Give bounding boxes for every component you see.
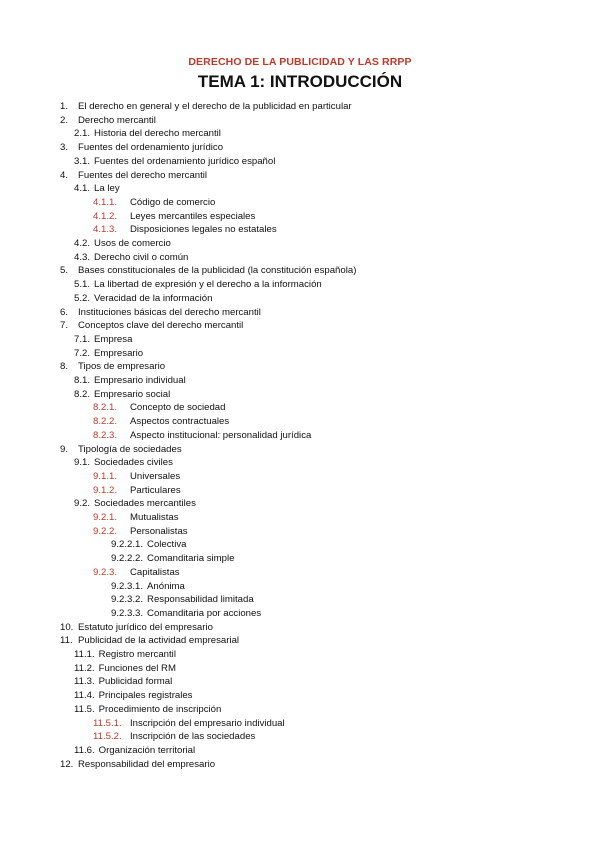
toc-label: Personalistas (130, 525, 188, 537)
toc-label: Principales registrales (98, 690, 193, 702)
toc-label: Colectiva (147, 539, 187, 551)
toc-label: Concepto de sociedad (130, 402, 226, 414)
toc-number: 9.2.3.2. (111, 594, 144, 606)
toc-label: Empresario individual (94, 375, 186, 386)
toc-label: Empresario (94, 347, 144, 359)
toc-number: 5. (60, 265, 69, 277)
toc-number: 2. (60, 114, 69, 126)
toc-line (60, 319, 243, 332)
toc-number: 7. (60, 320, 69, 332)
toc-line (60, 169, 207, 182)
toc-label: Sociedades mercantiles (94, 498, 196, 510)
toc-line (74, 703, 221, 716)
toc-number: 8.2.3. (93, 429, 118, 441)
toc-label: La libertad de expresión y el derecho a la información (94, 279, 322, 291)
toc-number: 11.3. (74, 676, 95, 688)
toc-number: 9.2.3.1. (111, 580, 144, 592)
toc-line (93, 196, 215, 209)
toc-number: 2.1. (74, 128, 91, 140)
toc-label: Registro mercantil (98, 649, 176, 660)
toc-line (60, 141, 223, 154)
toc-number: 8.2. (74, 388, 91, 400)
toc-line (60, 264, 356, 277)
toc-label: Empresa (94, 333, 133, 345)
toc-number: 11.6. (74, 744, 95, 756)
toc-line (74, 374, 186, 387)
toc-number: 9.2.2.1. (111, 539, 144, 551)
toc-line (60, 758, 215, 771)
toc-line (93, 401, 225, 414)
toc-label: El derecho en general y el derecho de la publicidad en particular (78, 101, 352, 112)
toc-number: 9.2.2.2. (111, 553, 144, 565)
toc-number: 5.2. (74, 292, 91, 304)
toc-label: Publicidad formal (98, 676, 173, 688)
toc-number: 9.1. (74, 457, 91, 469)
toc-line (93, 730, 255, 743)
toc-number: 9.1.1. (93, 470, 118, 482)
toc-number: 11.2. (74, 662, 95, 674)
toc-label: Bases constitucionales de la publicidad (la constitución española) (78, 265, 357, 277)
toc-number: 9.1.2. (93, 484, 118, 496)
toc-label: Código de comercio (130, 196, 216, 208)
toc-label: Disposiciones legales no estatales (130, 224, 277, 236)
toc-number: 8.1. (74, 375, 91, 386)
toc-number: 4. (60, 169, 69, 181)
toc-line (111, 552, 234, 565)
toc-label: Universales (130, 470, 181, 482)
toc-number: 9.2.1. (93, 512, 118, 523)
toc-number: 9.2.3. (93, 566, 118, 578)
toc-number: 3.1. (74, 155, 91, 167)
toc-label: Estatuto jurídico del empresario (78, 621, 213, 633)
toc-line (74, 347, 143, 360)
toc-line (93, 566, 180, 579)
toc-number: 6. (60, 306, 69, 318)
toc-number: 4.2. (74, 238, 91, 249)
toc-number: 4.1. (74, 183, 91, 195)
toc-label: Inscripción del empresario individual (130, 717, 285, 729)
toc-line (111, 607, 261, 620)
toc-line (74, 744, 195, 757)
toc-number: 9.2. (74, 498, 91, 510)
toc-label: Funciones del RM (98, 662, 176, 674)
toc-label: Inscripción de las sociedades (130, 731, 256, 743)
toc-number: 8.2.1. (93, 402, 118, 414)
toc-label: Tipología de sociedades (78, 443, 182, 455)
toc-line (93, 470, 180, 483)
toc-label: Fuentes del ordenamiento jurídico (78, 142, 224, 154)
toc-line (93, 484, 181, 497)
toc-line (74, 497, 196, 510)
toc-label: La ley (94, 183, 120, 195)
toc-line (93, 223, 277, 236)
toc-line (60, 621, 213, 634)
toc-label: Usos de comercio (94, 238, 171, 249)
toc-line (60, 360, 165, 373)
toc-label: Sociedades civiles (94, 457, 173, 469)
toc-label: Historia del derecho mercantil (94, 128, 221, 140)
toc-line (74, 127, 221, 140)
document-subtitle: DERECHO DE LA PUBLICIDAD Y LAS RRPP (188, 56, 412, 68)
toc-line (60, 100, 352, 113)
toc-line (93, 429, 311, 442)
toc-number: 5.1. (74, 279, 91, 291)
toc-label: Instituciones básicas del derecho mercantil (78, 306, 261, 318)
toc-label: Comanditaria por acciones (147, 607, 262, 619)
toc-number: 7.2. (74, 347, 91, 359)
toc-label: Veracidad de la información (94, 292, 213, 304)
toc-number: 3. (60, 142, 69, 154)
toc-line (74, 675, 172, 688)
toc-line (93, 511, 179, 524)
toc-number: 8. (60, 361, 69, 373)
toc-label: Anónima (147, 580, 185, 592)
toc-line (74, 278, 322, 291)
toc-number: 11. (60, 635, 73, 647)
toc-line (74, 251, 188, 264)
toc-label: Tipos de empresario (78, 361, 166, 373)
toc-label: Capitalistas (130, 566, 180, 578)
toc-number: 4.1.2. (93, 210, 118, 222)
toc-label: Responsabilidad limitada (147, 594, 254, 606)
toc-line (93, 415, 229, 428)
toc-line (60, 114, 156, 127)
toc-line (60, 634, 239, 647)
toc-number: 11.4. (74, 690, 95, 702)
toc-label: Particulares (130, 484, 181, 496)
toc-label: Empresario social (94, 388, 171, 400)
toc-line (93, 210, 255, 223)
toc-label: Aspecto institucional: personalidad jurídica (130, 429, 312, 441)
document-title: TEMA 1: INTRODUCCIÓN (197, 72, 403, 91)
toc-number: 9.2.3.3. (111, 607, 144, 619)
toc-line (74, 689, 192, 702)
toc-line (93, 717, 285, 730)
toc-line (74, 648, 176, 661)
toc-label: Aspectos contractuales (130, 416, 230, 428)
toc-label: Responsabilidad del empresario (78, 758, 216, 770)
toc-label: Comanditaria simple (147, 553, 235, 565)
toc-label: Derecho mercantil (78, 114, 156, 126)
toc-number: 11.5.1. (93, 717, 122, 729)
toc-label: Fuentes del derecho mercantil (78, 169, 208, 181)
toc-line (74, 333, 132, 346)
toc-number: 4.1.3. (93, 224, 118, 236)
toc-number: 9. (60, 443, 69, 455)
toc-line (74, 237, 171, 250)
toc-label: Conceptos clave del derecho mercantil (78, 320, 244, 332)
toc-number: 12. (60, 758, 74, 770)
toc-label: Derecho civil o común (94, 251, 189, 263)
toc-label: Leyes mercantiles especiales (130, 210, 256, 222)
toc-number: 11.1. (74, 649, 95, 660)
toc-line (74, 155, 275, 168)
toc-line (74, 292, 212, 305)
toc-number: 4.3. (74, 251, 91, 263)
toc-line (93, 525, 188, 538)
toc-number: 10. (60, 621, 74, 633)
toc-number: 9.2.2. (93, 525, 118, 537)
toc-line (111, 538, 186, 551)
toc-line (74, 182, 120, 195)
toc-line (60, 306, 261, 319)
toc-label: Organización territorial (98, 744, 196, 756)
toc-line (60, 443, 182, 456)
toc-line (111, 593, 254, 606)
toc-line (74, 662, 176, 675)
toc-line (111, 580, 185, 593)
toc-number: 4.1.1. (93, 196, 118, 208)
toc-number: 11.5. (74, 703, 95, 715)
toc-number: 1. (60, 101, 69, 112)
toc-label: Procedimiento de inscripción (98, 703, 222, 715)
toc-number: 8.2.2. (93, 416, 118, 428)
toc-label: Publicidad de la actividad empresarial (78, 635, 240, 647)
toc-label: Fuentes del ordenamiento jurídico español (94, 155, 276, 167)
toc-line (74, 388, 170, 401)
toc-label: Mutualistas (130, 512, 179, 523)
toc-number: 11.5.2. (93, 731, 122, 743)
toc-line (74, 456, 173, 469)
toc-number: 7.1. (74, 333, 91, 345)
